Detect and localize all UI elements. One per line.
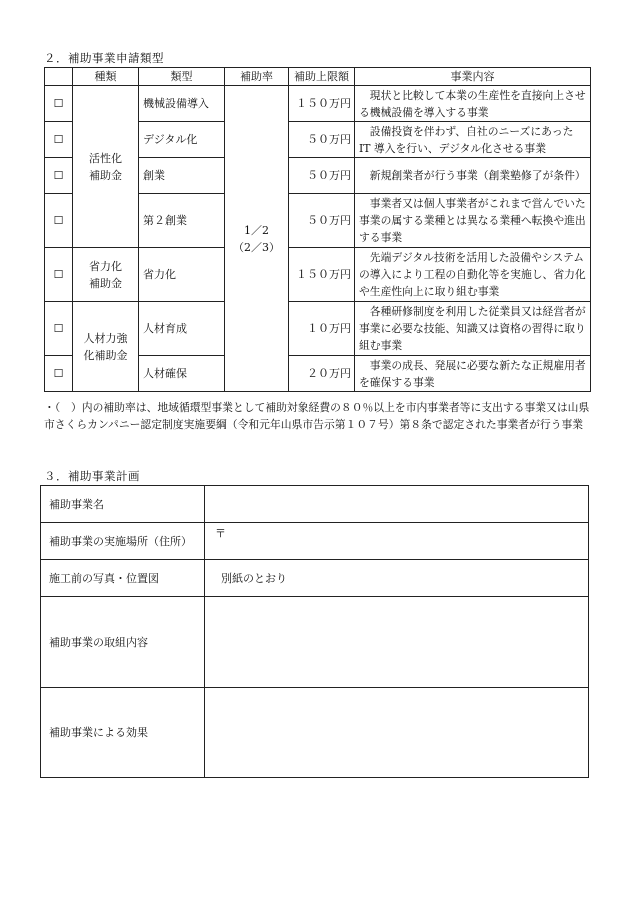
rate-note: ・（ ）内の補助率は、地域循環型事業として補助対象経費の８０％以上を市内事業者等に支出する事業又は山県市さくらカンパニー認定制度実施要綱（令和元年山県市告示第１０７号）第８条で認定された事業者が行う事業: [44, 401, 590, 431]
initiatives-field[interactable]: [205, 597, 589, 688]
table-row: [41, 560, 589, 597]
rate-line2: （2／3）: [233, 240, 280, 254]
header-type: 類型: [139, 68, 225, 86]
rate-line1: 1／2: [244, 223, 269, 237]
table-row: [41, 597, 589, 688]
checkbox-hiring[interactable]: ☐: [45, 356, 73, 392]
table-row: [41, 486, 589, 523]
header-content: 事業内容: [355, 68, 591, 86]
category-talent-line1: 人材力強: [83, 331, 128, 345]
limit-cell: ２０万円: [289, 356, 355, 392]
table-row: [41, 523, 589, 560]
limit-cell: ５０万円: [289, 158, 355, 194]
effects-field[interactable]: [205, 688, 589, 778]
type-cell: 第２創業: [139, 194, 225, 248]
category-labor-line2: 補助金: [89, 276, 122, 290]
subsidy-rate: [225, 86, 289, 392]
category-labor-line1: 省力化: [89, 259, 122, 273]
application-type-table: [44, 67, 591, 392]
label-initiatives: 補助事業の取組内容: [41, 597, 205, 688]
table-row: [45, 248, 591, 302]
limit-cell: １５０万円: [289, 248, 355, 302]
type-cell: 創業: [139, 158, 225, 194]
label-project-name: 補助事業名: [41, 486, 205, 523]
table-row: [45, 86, 591, 122]
desc-cell: 設備投資を伴わず、自社のニーズにあった IT 導入を行い、デジタル化させる事業: [355, 122, 591, 158]
category-talent: [73, 302, 139, 392]
type-cell: 人材確保: [139, 356, 225, 392]
category-activation-line1: 活性化: [89, 151, 122, 165]
project-name-field[interactable]: [205, 486, 589, 523]
header-kind: 種類: [73, 68, 139, 86]
header-check: [45, 68, 73, 86]
section2-heading: ２．補助事業申請類型: [44, 51, 164, 65]
limit-cell: １０万円: [289, 302, 355, 356]
desc-cell: 新規創業者が行う事業（創業塾修了が条件）: [355, 158, 591, 194]
checkbox-digital[interactable]: ☐: [45, 122, 73, 158]
checkbox-labor-saving[interactable]: ☐: [45, 248, 73, 302]
category-labor: [73, 248, 139, 302]
photo-map-field[interactable]: 別紙のとおり: [205, 560, 589, 597]
desc-cell: 事業者又は個人事業者がこれまで営んでいた事業の属する業種とは異なる業種へ転換や進出する事業: [355, 194, 591, 248]
limit-cell: １５０万円: [289, 86, 355, 122]
desc-cell: 現状と比較して本業の生産性を直接向上させる機械設備を導入する事業: [355, 86, 591, 122]
type-cell: 機械設備導入: [139, 86, 225, 122]
checkbox-machine[interactable]: ☐: [45, 86, 73, 122]
limit-cell: ５０万円: [289, 194, 355, 248]
table-row: [45, 302, 591, 356]
category-talent-line2: 化補助金: [83, 348, 128, 362]
category-activation-line2: 補助金: [89, 168, 122, 182]
location-field[interactable]: 〒: [205, 523, 589, 560]
category-activation: [73, 86, 139, 248]
limit-cell: ５０万円: [289, 122, 355, 158]
label-location: 補助事業の実施場所（住所）: [41, 523, 205, 560]
header-limit: 補助上限額: [289, 68, 355, 86]
checkbox-startup[interactable]: ☐: [45, 158, 73, 194]
table-row: [41, 688, 589, 778]
type-cell: 人材育成: [139, 302, 225, 356]
table-header-row: [45, 68, 591, 86]
desc-cell: 事業の成長、発展に必要な新たな正規雇用者を確保する事業: [355, 356, 591, 392]
desc-cell: 先端デジタル技術を活用した設備やシステムの導入により工程の自動化等を実施し、省力化や生産性向上に取り組む事業: [355, 248, 591, 302]
project-plan-table: [40, 485, 589, 778]
header-rate: 補助率: [225, 68, 289, 86]
desc-cell: 各種研修制度を利用した従業員又は経営者が事業に必要な技能、知識又は資格の習得に取り組む事業: [355, 302, 591, 356]
label-photo-map: 施工前の写真・位置図: [41, 560, 205, 597]
checkbox-training[interactable]: ☐: [45, 302, 73, 356]
type-cell: デジタル化: [139, 122, 225, 158]
label-effects: 補助事業による効果: [41, 688, 205, 778]
checkbox-second-startup[interactable]: ☐: [45, 194, 73, 248]
type-cell: 省力化: [139, 248, 225, 302]
section3-heading: ３．補助事業計画: [44, 469, 140, 483]
